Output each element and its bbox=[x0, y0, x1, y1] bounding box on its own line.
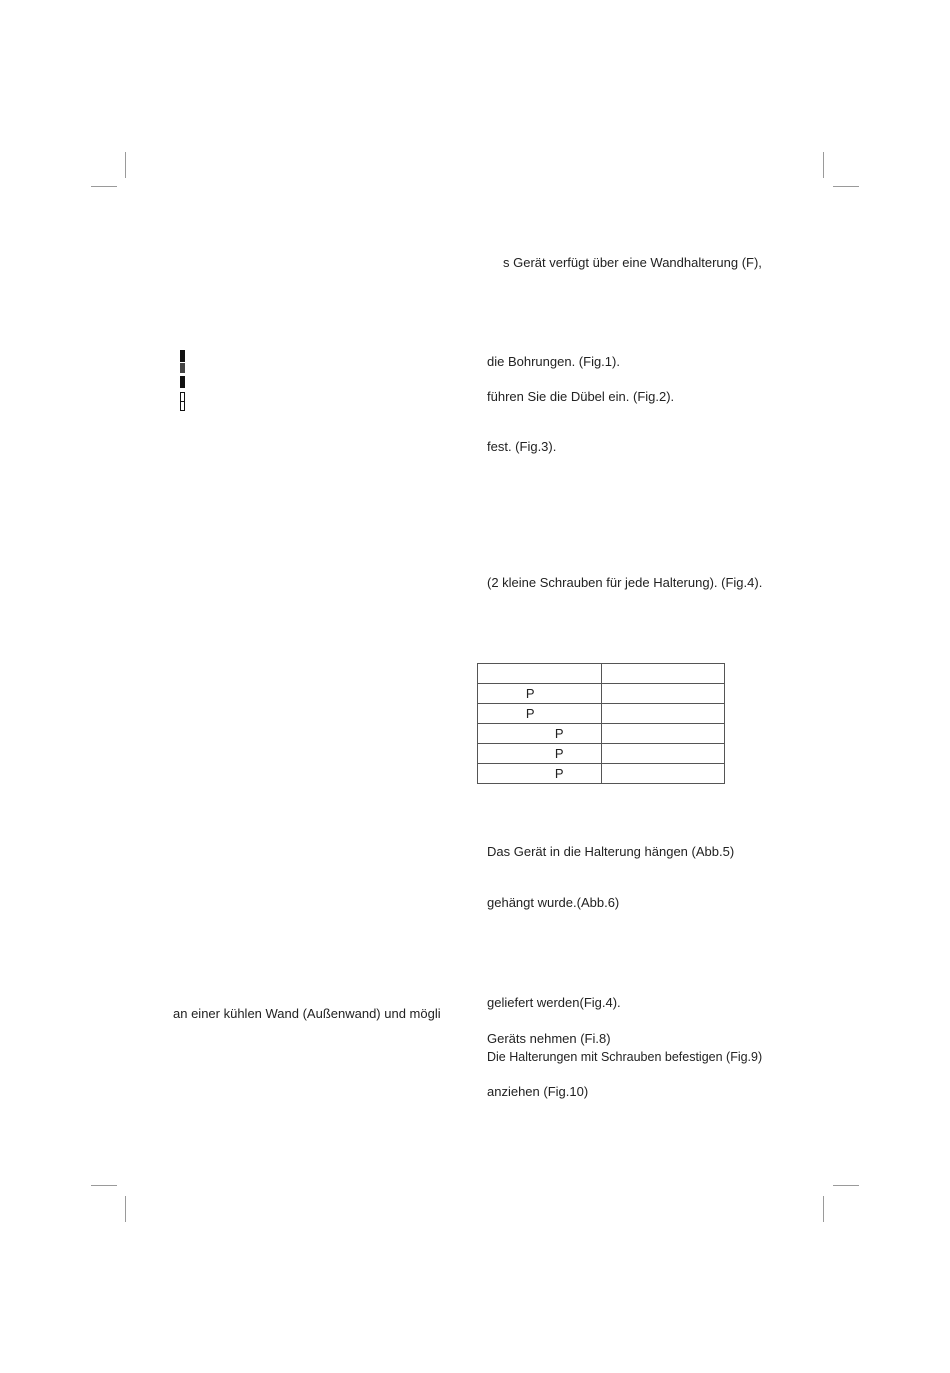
level-bar-1 bbox=[180, 350, 185, 362]
right-text-line-10: Die Halterungen mit Schrauben befestigen (Fig.9) bbox=[487, 1050, 763, 1064]
table-row bbox=[478, 764, 725, 784]
right-text-line-11: anziehen (Fig.10) bbox=[487, 1084, 589, 1099]
table-row bbox=[478, 744, 725, 764]
level-bar-3 bbox=[180, 376, 185, 388]
table-header-cell bbox=[478, 664, 602, 684]
right-text-line-5: (2 kleine Schrauben für jede Halterung). (Fig.4). bbox=[487, 575, 763, 590]
table-cell: P bbox=[478, 744, 602, 764]
crop-mark-top-left-v bbox=[125, 152, 126, 178]
right-text-line-4: fest. (Fig.3). bbox=[487, 439, 557, 454]
right-text-line-1: s Gerät verfügt über eine Wandhalterung (F), bbox=[503, 255, 762, 270]
data-table bbox=[477, 663, 725, 784]
right-text-line-2: die Bohrungen. (Fig.1). bbox=[487, 354, 620, 369]
level-bar-2 bbox=[180, 363, 185, 373]
table-cell bbox=[601, 684, 725, 704]
table-cell: P bbox=[478, 684, 602, 704]
table-header-row bbox=[478, 664, 725, 684]
level-bar-5 bbox=[180, 401, 185, 411]
table-row bbox=[478, 704, 725, 724]
table-cell bbox=[601, 744, 725, 764]
table-row bbox=[478, 684, 725, 704]
table-cell: P bbox=[478, 704, 602, 724]
table-cell: P bbox=[478, 724, 602, 744]
crop-mark-top-right-v bbox=[823, 152, 824, 178]
right-text-line-6: Das Gerät in die Halterung hängen (Abb.5) bbox=[487, 844, 735, 859]
right-text-line-3: führen Sie die Dübel ein. (Fig.2). bbox=[487, 389, 675, 404]
table-row bbox=[478, 724, 725, 744]
right-text-line-7: gehängt wurde.(Abb.6) bbox=[487, 895, 620, 910]
crop-mark-top-left-h bbox=[91, 186, 117, 187]
crop-mark-bottom-left-h bbox=[91, 1185, 117, 1186]
crop-mark-top-right-h bbox=[833, 186, 859, 187]
table-cell bbox=[601, 724, 725, 744]
right-text-line-8: geliefert werden(Fig.4). bbox=[487, 995, 621, 1010]
table-header-cell bbox=[601, 664, 725, 684]
right-text-line-9: Geräts nehmen (Fi.8) bbox=[487, 1031, 611, 1046]
crop-mark-bottom-left-v bbox=[125, 1196, 126, 1222]
crop-mark-bottom-right-h bbox=[833, 1185, 859, 1186]
table-cell bbox=[601, 704, 725, 724]
table-cell: P bbox=[478, 764, 602, 784]
left-text-line-1: an einer kühlen Wand (Außenwand) und mögli bbox=[173, 1006, 441, 1021]
table-cell bbox=[601, 764, 725, 784]
crop-mark-bottom-right-v bbox=[823, 1196, 824, 1222]
